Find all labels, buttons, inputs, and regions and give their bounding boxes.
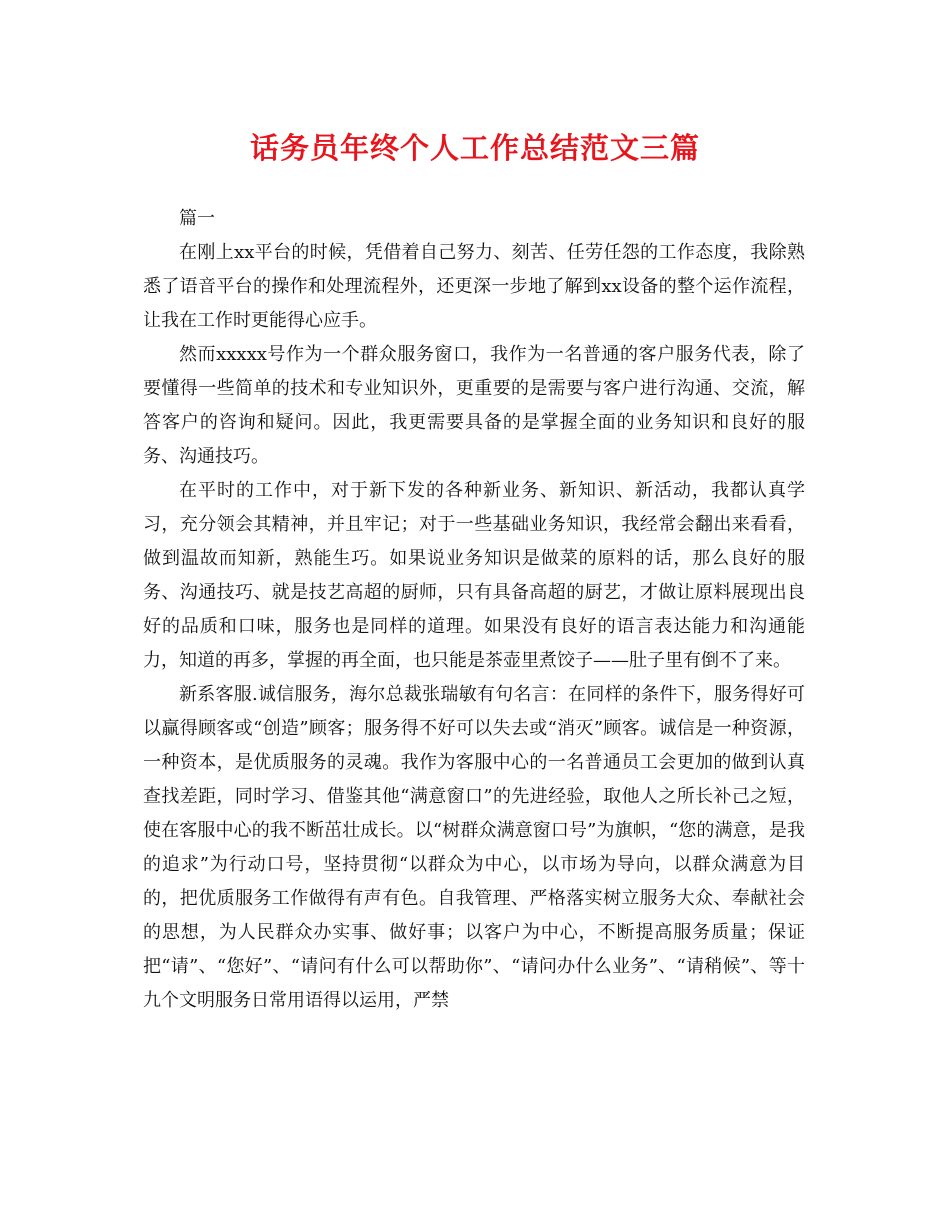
paragraph: 在平时的工作中，对于新下发的各种新业务、新知识、新活动，我都认真学习，充分领会其精神，并且牢记；对于一些基础业务知识，我经常会翻出来看看，做到温故而知新，熟能生巧。如果说业务知识是做菜的原料的话，那么良好的服务、沟通技巧、就是技艺高超的厨师，只有具备高超的厨艺，才做让原料展现出良好的品质和口味，服务也是同样的道理。如果没有良好的语言表达能力和沟通能力，知道的再多，掌握的再全面，也只能是茶壶里煮饺子——肚子里有倒不了来。: [143, 480, 805, 671]
document-body: [143, 202, 805, 1018]
paragraph: 在刚上xx平台的时候，凭借着自己努力、刻苦、任劳任怨的工作态度，我除熟悉了语音平台的操作和处理流程外，还更深一步地了解到xx设备的整个运作流程，让我在工作时更能得心应手。: [143, 242, 805, 331]
paragraph: 然而xxxxx号作为一个群众服务窗口，我作为一名普通的客户服务代表，除了要懂得一些简单的技术和专业知识外，更重要的是需要与客户进行沟通、交流，解答客户的咨询和疑问。因此，我更需要具备的是掌握全面的业务知识和良好的服务、沟通技巧。: [143, 344, 805, 467]
document-title: 话务员年终个人工作总结范文三篇: [249, 131, 700, 165]
section-heading: 篇一: [179, 208, 215, 229]
paragraph: 新系客服.诚信服务，海尔总裁张瑞敏有句名言：在同样的条件下，服务得好可以赢得顾客或“创造”顾客；服务得不好可以失去或“消灭”顾客。诚信是一种资源，一种资本，是优质服务的灵魂。我作为客服中心的一名普通员工会更加的做到认真查找差距，同时学习、借鉴其他“满意窗口”的先进经验，取他人之所长补己之短，使在客服中心的我不断茁壮成长。以“树群众满意窗口号”为旗帜，“您的满意，是我的追求”为行动口号，坚持贯彻“以群众为中心，以市场为导向，以群众满意为目的，把优质服务工作做得有声有色。自我管理、严格落实树立服务大众、奉献社会的思想，为人民群众办实事、做好事；以客户为中心，不断提高服务质量；保证把“请”、“您好”、“请问有什么可以帮助你”、“请问办什么业务”、“请稍候”、等十九个文明服务日常用语得以运用，严禁: [143, 684, 805, 1011]
